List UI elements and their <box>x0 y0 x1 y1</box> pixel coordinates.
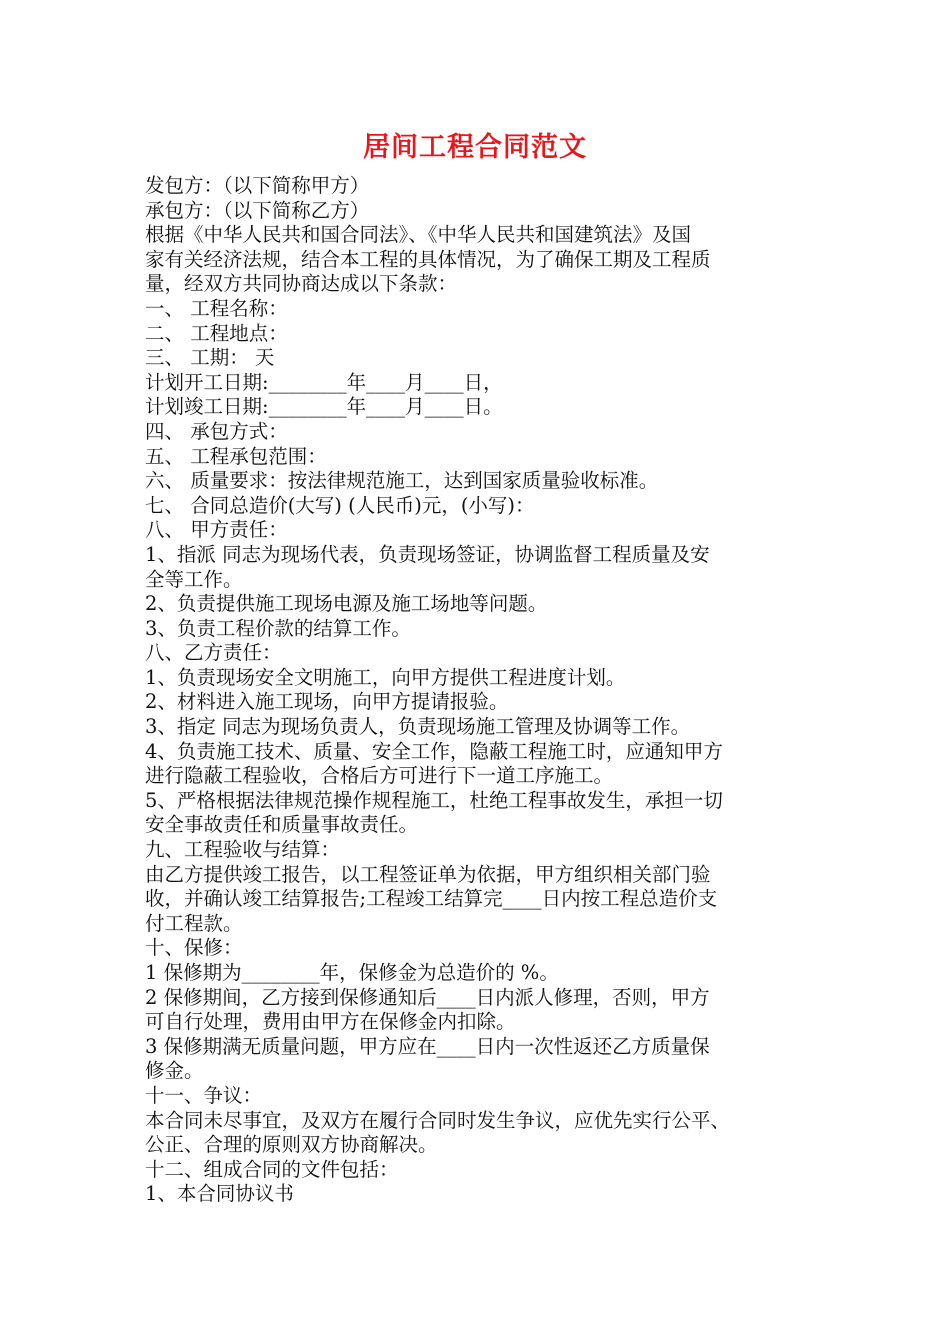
text-line: 1、本合同协议书 <box>145 1182 294 1206</box>
text-line: 计划竣工日期:________年____月____日。 <box>145 395 503 419</box>
text-line: 2 保修期间，乙方接到保修通知后____日内派人修理，否则，甲方 <box>145 985 710 1009</box>
text-line: 3、负责工程价款的结算工作。 <box>145 616 411 640</box>
text-line: 3 保修期满无质量问题，甲方应在____日内一次性返还乙方质量保 <box>145 1034 710 1058</box>
text-line: 根据《中华人民共和国合同法》、《中华人民共和国建筑法》及国 <box>145 223 692 247</box>
text-line: 2、负责提供施工现场电源及施工场地等问题。 <box>145 592 548 616</box>
text-line: 本合同未尽事宜，及双方在履行合同时发生争议，应优先实行公平、 <box>145 1108 731 1132</box>
text-line: 4、负责施工技术、质量、安全工作，隐蔽工程施工时，应通知甲方 <box>145 739 723 763</box>
text-line: 九、工程验收与结算： <box>145 838 341 862</box>
text-line: 八、 甲方责任： <box>145 518 288 542</box>
text-line: 六、 质量要求：按法律规范施工，达到国家质量验收标准。 <box>145 469 659 493</box>
text-line: 七、 合同总造价(大写) (人民币)元，(小写)： <box>145 493 535 517</box>
text-line: 十二、组成合同的文件包括： <box>145 1157 399 1181</box>
text-line: 八、乙方责任： <box>145 641 282 665</box>
text-line: 收，并确认竣工结算报告;工程竣工结算完____日内按工程总造价支 <box>145 887 718 911</box>
text-line: 付工程款。 <box>145 911 243 935</box>
text-line: 三、 工期： 天 <box>145 346 275 370</box>
text-line: 修金。 <box>145 1059 204 1083</box>
document-title: 居间工程合同范文 <box>363 132 587 163</box>
text-line: 5、严格根据法律规范操作规程施工，杜绝工程事故发生，承担一切 <box>145 788 723 812</box>
text-line: 承包方：（以下简称乙方） <box>145 198 370 222</box>
text-line: 四、 承包方式： <box>145 419 288 443</box>
text-line: 进行隐蔽工程验收，合格后方可进行下一道工序施工。 <box>145 764 614 788</box>
text-line: 二、 工程地点： <box>145 321 288 345</box>
text-line: 3、指定 同志为现场负责人，负责现场施工管理及协调等工作。 <box>145 715 691 739</box>
text-line: 2、材料进入施工现场，向甲方提请报验。 <box>145 690 509 714</box>
text-line: 发包方：（以下简称甲方） <box>145 174 370 197</box>
text-line: 五、 工程承包范围： <box>145 444 327 468</box>
text-line: 计划开工日期:________年____月____日， <box>145 370 503 394</box>
text-line: 1、指派 同志为现场代表，负责现场签证，协调监督工程质量及安 <box>145 542 710 566</box>
text-line: 1 保修期为________年，保修金为总造价的 %。 <box>145 961 559 984</box>
text-line: 量，经双方共同协商达成以下条款： <box>145 272 458 296</box>
text-line: 可自行处理，费用由甲方在保修金内扣除。 <box>145 1010 516 1034</box>
text-line: 全等工作。 <box>145 567 243 591</box>
text-line: 安全事故责任和质量事故责任。 <box>145 813 419 837</box>
text-line: 家有关经济法规，结合本工程的具体情况，为了确保工期及工程质 <box>145 247 711 271</box>
text-line: 十一、争议： <box>145 1083 263 1107</box>
document-body <box>145 174 820 1207</box>
text-line: 一、 工程名称： <box>145 296 288 320</box>
text-line: 1、负责现场安全文明施工，向甲方提供工程进度计划。 <box>145 665 626 689</box>
text-line: 公正、合理的原则双方协商解决。 <box>145 1133 438 1157</box>
text-line: 由乙方提供竣工报告，以工程签证单为依据，甲方组织相关部门验 <box>145 862 711 886</box>
text-line: 十、保修： <box>145 936 243 960</box>
